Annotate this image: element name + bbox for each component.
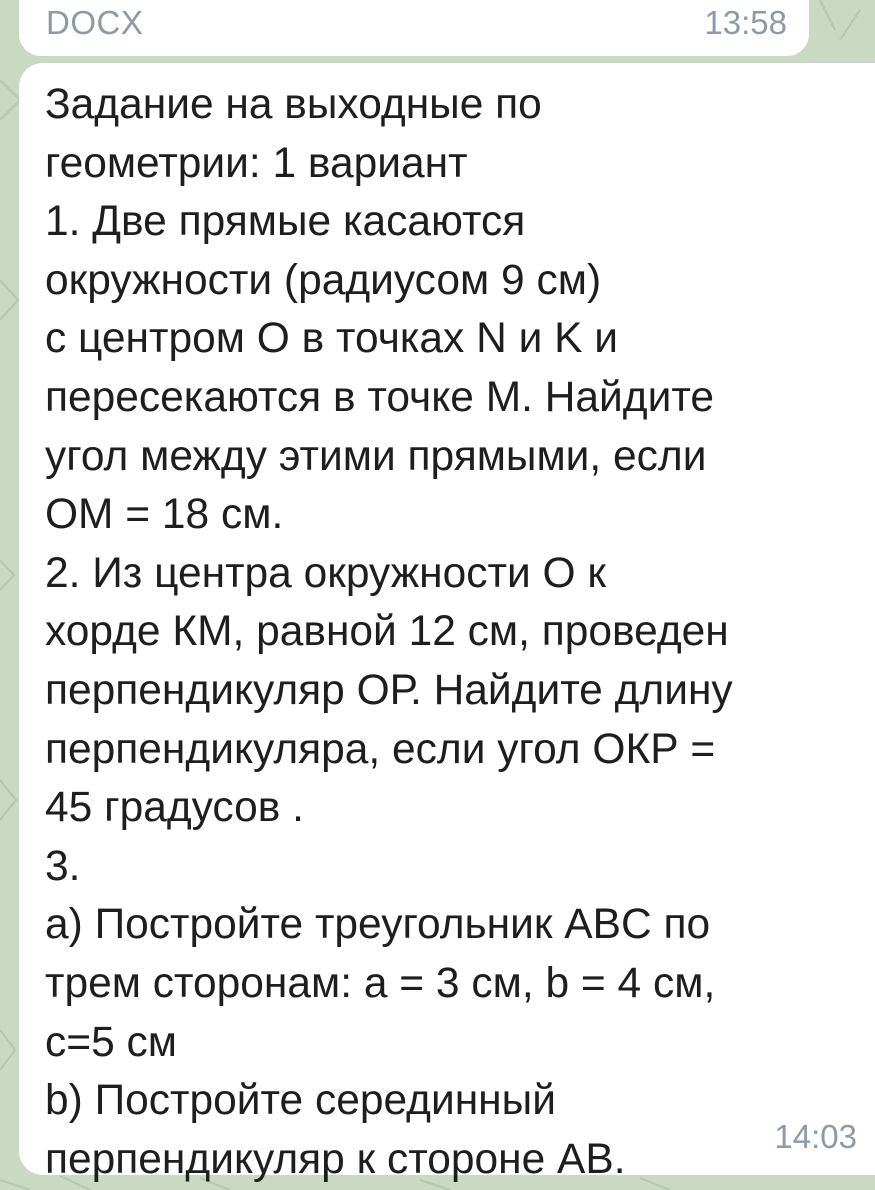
message-time: 14:03 (774, 1118, 857, 1155)
message-text: Задание на выходные по геометрии: 1 вариант 1. Две прямые касаются окружности (радиусом 9 см) с центром О в точках N и K и пересекаются в точке M. Найдите угол между этими прямыми, если ОМ = 18 см. 2. Из центра окружности О к хорде КМ, равной 12 см, проведен перпендикуляр ОР. Найдите длину перпендикуляра, если угол ОКР = 45 градусов . 3. a) Постройте треугольник ABC по трем сторонам: a = 3 см, b = 4 см, c=5 см b) Постройте серединный перпендикуляр к стороне AB. (45, 81, 733, 1183)
file-type-label: DOCX (46, 4, 144, 41)
previous-message-time: 13:58 (704, 4, 787, 41)
